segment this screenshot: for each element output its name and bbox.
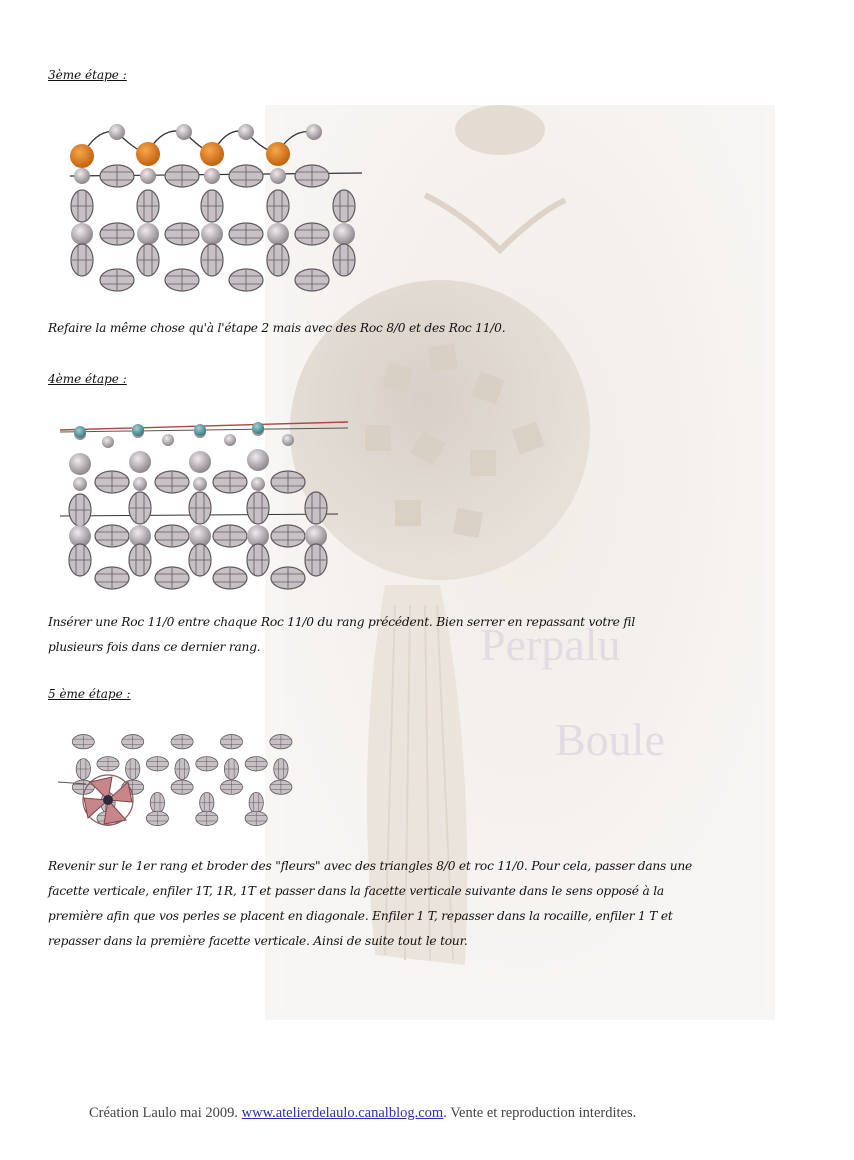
step5-text-line2: facette verticale, enfiler 1T, 1R, 1T et passer dans la facette verticale suivante dans le sens opposé à la: [48, 884, 664, 898]
step3-diagram: [62, 118, 367, 298]
step4-text-line1: Insérer une Roc 11/0 entre chaque Roc 11/0 du rang précédent. Bien serrer en repassant votre fil: [48, 615, 636, 629]
step5-text-line1: Revenir sur le 1er rang et broder des "fleurs" avec des triangles 8/0 et roc 11/0. Pour cela, passer dans une: [48, 859, 693, 873]
flower-triangles: [83, 775, 133, 825]
step4-title: 4ème étape :: [48, 372, 127, 386]
step4-text-line2: plusieurs fois dans ce dernier rang.: [48, 640, 261, 654]
step5-text-line4: repasser dans la première facette verticale. Ainsi de suite tout le tour.: [48, 934, 468, 948]
step5-diagram: [56, 730, 296, 830]
footer-link[interactable]: www.atelierdelaulo.canalblog.com: [241, 1105, 444, 1121]
footer-prefix: Création Laulo mai 2009.: [89, 1105, 242, 1121]
step3-title: 3ème étape :: [48, 68, 127, 82]
footer-credit: [89, 1104, 749, 1123]
watermark-title-line1: Perpalu: [480, 619, 621, 670]
watermark-title-line2: Boule: [555, 714, 665, 765]
step3-text: Refaire la même chose qu'à l'étape 2 mais avec des Roc 8/0 et des Roc 11/0.: [48, 321, 506, 335]
step5-text-line3: première afin que vos perles se placent en diagonale. Enfiler 1 T, repasser dans la rocaille, enfiler 1 T et: [48, 909, 673, 923]
footer-suffix: . Vente et reproduction interdites.: [443, 1105, 637, 1121]
step5-title: 5 ème étape :: [48, 687, 131, 701]
step4-diagram: [58, 418, 358, 596]
